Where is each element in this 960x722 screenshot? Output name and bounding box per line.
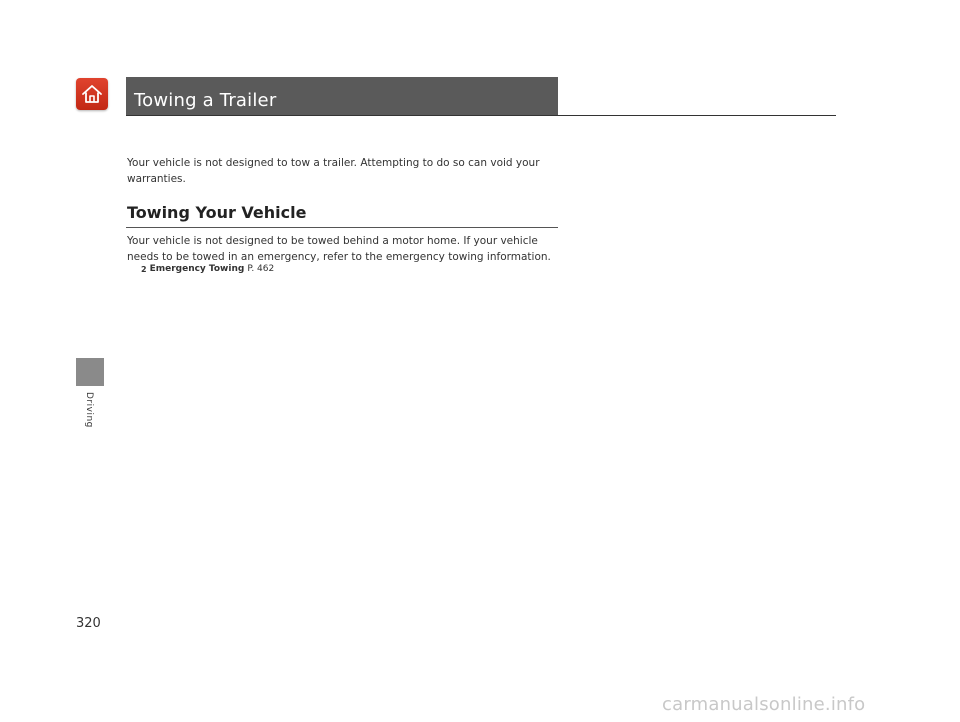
page-number: 320: [76, 616, 101, 631]
page-title: Towing a Trailer: [134, 89, 277, 111]
title-divider: [126, 115, 836, 116]
section-paragraph: Your vehicle is not designed to be towed behind a motor home. If your vehicle needs to be towed in an emergency, refer to the emergency towing information.: [127, 235, 551, 263]
home-icon: [80, 82, 104, 106]
emergency-towing-link[interactable]: [141, 264, 274, 274]
section-tab[interactable]: [76, 358, 104, 386]
section-heading: Towing Your Vehicle: [127, 203, 307, 222]
xref-title: Emergency Towing: [149, 264, 245, 274]
section-divider: [126, 227, 558, 228]
section-tab-label: Driving: [84, 392, 94, 428]
watermark: carmanualsonline.info: [662, 694, 866, 715]
home-button[interactable]: [76, 78, 108, 110]
page-title-bar: [126, 77, 558, 115]
xref-page: P. 462: [247, 264, 275, 274]
intro-paragraph: Your vehicle is not designed to tow a trailer. Attempting to do so can void your warranties.: [127, 157, 540, 185]
cross-reference-icon: 2: [141, 264, 147, 274]
